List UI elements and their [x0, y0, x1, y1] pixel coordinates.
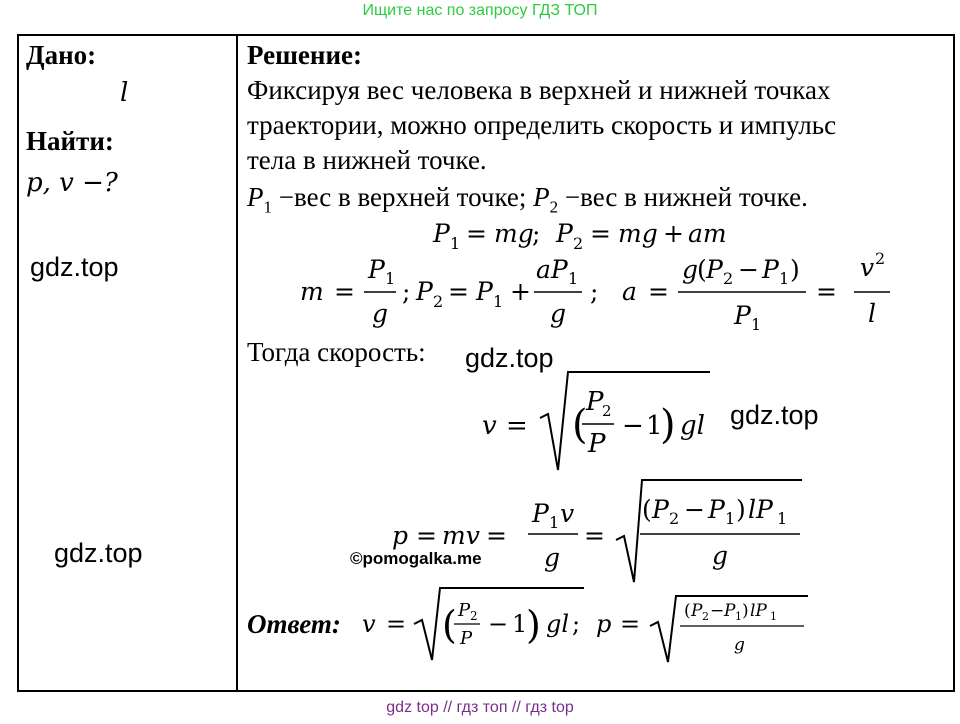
svg-text:1: 1 [725, 509, 736, 528]
p2-subscript: 2 [549, 197, 559, 217]
svg-text:=: = [506, 411, 528, 441]
svg-text:v: v [560, 499, 575, 528]
svg-text:−: − [488, 610, 509, 638]
svg-text:−: − [738, 255, 759, 284]
svg-text:=: = [620, 610, 641, 638]
svg-text:P: P [416, 277, 433, 306]
svg-text:P: P [734, 301, 751, 330]
svg-text:=: = [816, 277, 837, 306]
svg-text:2: 2 [602, 402, 612, 420]
svg-text:1: 1 [751, 315, 762, 334]
svg-text:): ) [526, 603, 541, 647]
svg-text:P: P [724, 601, 736, 621]
svg-text:g: g [372, 299, 389, 328]
p1-symbol: P [247, 182, 264, 212]
svg-text:1: 1 [777, 509, 788, 528]
solution-line-2: траектории, можно определить скорость и импульс [247, 110, 837, 140]
svg-text:1: 1 [568, 269, 579, 288]
svg-text:P: P [460, 628, 473, 649]
then-speed-label: Тогда скорость: [247, 337, 426, 367]
svg-text:l: l [868, 299, 876, 328]
svg-text:1: 1 [735, 610, 742, 623]
svg-text:=: = [386, 610, 407, 638]
equation-speed [482, 372, 710, 470]
svg-text:mg: mg [494, 219, 534, 248]
svg-text:+: + [663, 219, 684, 248]
svg-text:=: = [334, 277, 355, 306]
svg-text:=: = [648, 277, 669, 306]
svg-text:a: a [622, 277, 637, 306]
watermark: gdz.top [30, 252, 119, 282]
svg-text:2: 2 [433, 292, 444, 311]
svg-text:2: 2 [669, 509, 680, 528]
svg-text:): ) [742, 601, 749, 621]
svg-text:P: P [762, 255, 779, 284]
svg-text:2: 2 [723, 269, 734, 288]
svg-text:−: − [622, 411, 644, 441]
svg-text:mv: mv [442, 521, 480, 550]
svg-text:P: P [588, 429, 606, 459]
p1-definition: −вес в верхней точке; [272, 182, 534, 212]
equation-mass-acceleration [300, 249, 890, 334]
svg-text:v: v [362, 610, 376, 638]
svg-text:am: am [688, 219, 727, 248]
find-heading: Найти: [26, 126, 114, 156]
svg-text:1: 1 [450, 234, 461, 253]
solution-line-3: тела в нижней точке. [247, 145, 487, 175]
svg-text:gl: gl [680, 411, 705, 441]
watermark: gdz.top [54, 538, 143, 568]
svg-text:1: 1 [646, 411, 663, 441]
svg-text:P: P [368, 255, 385, 284]
svg-text:m: m [300, 277, 324, 306]
svg-text:1: 1 [549, 513, 560, 532]
svg-text:=: = [584, 521, 605, 550]
svg-text:=: = [448, 277, 469, 306]
svg-text:gl: gl [546, 610, 570, 638]
svg-text:2: 2 [573, 234, 584, 253]
svg-text:(: ( [697, 255, 707, 284]
svg-text:;: ; [402, 277, 411, 306]
svg-text:lP: lP [750, 601, 767, 621]
svg-text:v: v [860, 253, 875, 282]
svg-text:;: ; [590, 277, 599, 306]
svg-text:P: P [691, 601, 703, 621]
svg-text:g: g [544, 543, 561, 572]
svg-text:p: p [392, 521, 409, 550]
formula-graphics [238, 212, 954, 692]
svg-text:lP: lP [748, 495, 773, 524]
svg-text:1: 1 [493, 292, 504, 311]
equation-weights [432, 219, 727, 253]
solution-line-1: Фиксируя вес человека в верхней и нижней точках [247, 75, 831, 105]
svg-text:1: 1 [385, 269, 396, 288]
svg-text:(: ( [684, 601, 691, 621]
svg-text:P: P [476, 277, 493, 306]
svg-text:v: v [482, 411, 497, 441]
svg-text:g: g [712, 541, 729, 570]
svg-text:−: − [684, 495, 705, 524]
svg-text:P: P [556, 219, 573, 248]
svg-text:=: = [486, 521, 507, 550]
svg-text:1: 1 [770, 610, 777, 623]
svg-text:P: P [433, 219, 450, 248]
svg-text:P: P [706, 255, 723, 284]
given-value: l [120, 78, 129, 108]
svg-text:(: ( [642, 495, 652, 524]
watermark: gdz.top [465, 343, 554, 373]
svg-text:2: 2 [702, 610, 709, 623]
svg-text:mg: mg [618, 219, 658, 248]
svg-text:p: p [596, 610, 612, 638]
top-banner: Ищите нас по запросу ГДЗ ТОП [362, 2, 598, 19]
svg-text:P: P [532, 499, 549, 528]
svg-text:): ) [660, 402, 676, 448]
bottom-banner: gdz top // гдз топ // гдз top [386, 699, 574, 716]
svg-text:P: P [708, 495, 725, 524]
svg-text:1: 1 [779, 269, 790, 288]
svg-text:g: g [734, 635, 745, 655]
svg-text:2: 2 [470, 609, 478, 623]
svg-text:): ) [736, 495, 746, 524]
svg-text:1: 1 [512, 610, 528, 638]
svg-text:=: = [466, 219, 487, 248]
p1-subscript: 1 [263, 197, 272, 217]
svg-text:(: ( [572, 402, 588, 448]
svg-text:g: g [682, 255, 699, 284]
svg-text:(: ( [442, 603, 457, 647]
svg-text:−: − [710, 601, 725, 621]
svg-text:+: + [510, 277, 531, 306]
solution-heading: Решение: [247, 40, 362, 70]
watermark: gdz.top [730, 400, 819, 430]
svg-text:;: ; [532, 219, 541, 248]
p2-definition: −вес в нижней точке. [558, 182, 808, 212]
equation-answer [362, 588, 808, 662]
svg-text:P: P [586, 387, 604, 417]
svg-text:=: = [590, 219, 611, 248]
find-value: p, v −? [26, 168, 118, 198]
given-heading: Дано: [26, 40, 97, 70]
svg-text:aP: aP [536, 255, 568, 284]
svg-text:P: P [458, 600, 471, 621]
svg-text:=: = [416, 521, 437, 550]
svg-text:P: P [652, 495, 669, 524]
answer-label: Ответ: [247, 609, 341, 639]
credit-text: ©pomogalka.me [350, 549, 482, 568]
svg-text:g: g [550, 299, 567, 328]
p2-symbol: P [533, 182, 550, 212]
svg-text:): ) [790, 255, 800, 284]
svg-text:2: 2 [875, 249, 886, 268]
svg-text:;: ; [572, 610, 581, 638]
